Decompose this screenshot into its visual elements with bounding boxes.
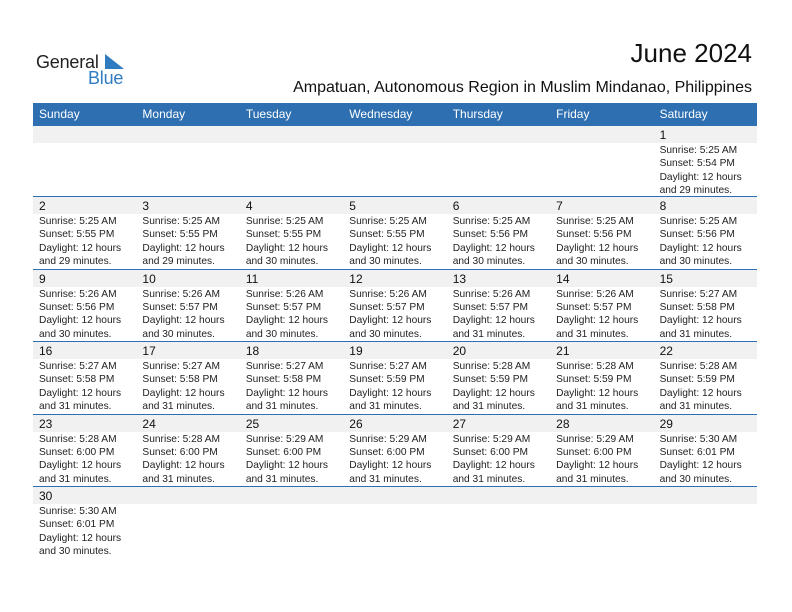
sunrise-text: Sunrise: 5:26 AM bbox=[245, 288, 324, 300]
day-cell bbox=[654, 432, 757, 487]
daylight-text: Daylight: 12 hours bbox=[142, 460, 225, 472]
day-cell bbox=[33, 504, 136, 559]
logo-triangle-icon bbox=[105, 54, 124, 69]
day-cell bbox=[240, 432, 343, 487]
calendar-week bbox=[33, 197, 757, 270]
day-cell bbox=[550, 214, 653, 269]
day-cell bbox=[550, 504, 653, 559]
minutes-text: and 31 minutes. bbox=[659, 328, 733, 340]
day-cell bbox=[240, 143, 343, 198]
sunset-text: Sunset: 5:59 PM bbox=[452, 374, 529, 386]
sunrise-text: Sunrise: 5:27 AM bbox=[659, 288, 738, 300]
day-number: 1 bbox=[659, 128, 667, 142]
daylight-text: Daylight: 12 hours bbox=[142, 387, 225, 399]
sunset-text: Sunset: 5:58 PM bbox=[39, 374, 115, 386]
sunset-text: Sunset: 6:01 PM bbox=[39, 519, 115, 531]
sunset-text: Sunset: 5:59 PM bbox=[556, 374, 632, 386]
minutes-text: and 29 minutes. bbox=[142, 256, 215, 268]
calendar-week bbox=[33, 126, 757, 197]
daylight-text: Daylight: 12 hours bbox=[245, 242, 328, 254]
day-number: 28 bbox=[556, 416, 570, 431]
minutes-text: and 31 minutes. bbox=[142, 473, 215, 485]
sunrise-text: Sunrise: 5:26 AM bbox=[349, 288, 427, 300]
weekday-wednesday: Wednesday bbox=[349, 107, 413, 121]
day-cell bbox=[447, 143, 550, 198]
minutes-text: and 30 minutes. bbox=[556, 256, 629, 268]
week-day-numbers bbox=[33, 415, 757, 432]
sunset-text: Sunset: 5:54 PM bbox=[659, 158, 735, 170]
day-cell bbox=[654, 143, 757, 198]
sunrise-text: Sunrise: 5:30 AM bbox=[39, 506, 117, 517]
sunset-text: Sunset: 6:01 PM bbox=[659, 446, 735, 458]
daylight-text: Daylight: 12 hours bbox=[659, 315, 742, 327]
sunrise-text: Sunrise: 5:28 AM bbox=[556, 361, 634, 372]
minutes-text: and 31 minutes. bbox=[556, 328, 629, 340]
day-cell bbox=[654, 504, 757, 559]
week-day-details bbox=[33, 504, 757, 559]
daylight-text: Daylight: 12 hours bbox=[452, 315, 535, 327]
daylight-text: Daylight: 12 hours bbox=[245, 387, 328, 399]
sunrise-text: Sunrise: 5:26 AM bbox=[39, 288, 117, 300]
calendar-week bbox=[33, 415, 757, 488]
day-number: 30 bbox=[39, 489, 53, 503]
daylight-text: Daylight: 12 hours bbox=[142, 315, 225, 327]
daylight-text: Daylight: 12 hours bbox=[142, 242, 225, 254]
day-number bbox=[136, 487, 239, 505]
minutes-text: and 30 minutes. bbox=[245, 328, 319, 340]
minutes-text: and 30 minutes. bbox=[142, 328, 215, 340]
day-cell bbox=[447, 432, 550, 487]
sunset-text: Sunset: 5:56 PM bbox=[39, 301, 115, 313]
sunrise-text: Sunrise: 5:27 AM bbox=[39, 361, 117, 372]
day-number: 12 bbox=[349, 271, 363, 286]
day-number: 13 bbox=[452, 271, 467, 286]
day-cell bbox=[33, 432, 136, 487]
sunset-text: Sunset: 5:56 PM bbox=[659, 229, 735, 241]
minutes-text: and 30 minutes. bbox=[39, 328, 112, 340]
minutes-text: and 31 minutes. bbox=[349, 473, 422, 485]
sunset-text: Sunset: 6:00 PM bbox=[142, 446, 218, 458]
calendar-weeks bbox=[33, 126, 757, 559]
daylight-text: Daylight: 12 hours bbox=[556, 242, 639, 254]
day-cell bbox=[33, 143, 136, 198]
day-number: 3 bbox=[142, 199, 150, 213]
day-cell bbox=[447, 214, 550, 269]
day-cell bbox=[447, 287, 550, 342]
sunrise-text: Sunrise: 5:28 AM bbox=[142, 433, 221, 445]
sunrise-text: Sunrise: 5:29 AM bbox=[349, 433, 427, 445]
sunrise-text: Sunrise: 5:27 AM bbox=[142, 361, 221, 372]
sunset-text: Sunset: 5:55 PM bbox=[349, 229, 425, 241]
day-cell bbox=[240, 287, 343, 342]
daylight-text: Daylight: 12 hours bbox=[39, 315, 122, 327]
day-number bbox=[343, 487, 446, 505]
day-cell bbox=[654, 214, 757, 269]
week-day-numbers bbox=[33, 270, 757, 287]
day-number bbox=[654, 487, 757, 505]
minutes-text: and 31 minutes. bbox=[556, 401, 629, 413]
week-day-numbers bbox=[33, 197, 757, 214]
daylight-text: Daylight: 12 hours bbox=[556, 460, 639, 472]
day-number: 2 bbox=[39, 199, 46, 213]
sunrise-text: Sunrise: 5:25 AM bbox=[39, 216, 117, 227]
minutes-text: and 30 minutes. bbox=[452, 256, 526, 268]
day-number: 6 bbox=[452, 199, 460, 213]
daylight-text: Daylight: 12 hours bbox=[349, 242, 432, 254]
day-number: 21 bbox=[556, 344, 570, 358]
sunrise-text: Sunrise: 5:28 AM bbox=[39, 433, 117, 445]
day-cell bbox=[136, 143, 239, 198]
day-number: 7 bbox=[556, 199, 563, 213]
day-cell bbox=[550, 359, 653, 414]
sunrise-text: Sunrise: 5:26 AM bbox=[556, 288, 634, 300]
day-cell bbox=[447, 504, 550, 559]
day-number: 29 bbox=[659, 416, 673, 431]
daylight-text: Daylight: 12 hours bbox=[659, 171, 742, 183]
location-subtitle: Ampatuan, Autonomous Region in Muslim Mindanao, Philippines bbox=[293, 79, 752, 96]
day-number: 26 bbox=[349, 416, 363, 431]
day-number: 27 bbox=[452, 416, 467, 431]
day-cell bbox=[343, 359, 446, 414]
day-number: 24 bbox=[142, 416, 156, 431]
daylight-text: Daylight: 12 hours bbox=[556, 315, 639, 327]
day-number bbox=[447, 126, 550, 144]
minutes-text: and 31 minutes. bbox=[556, 473, 629, 485]
day-number: 11 bbox=[245, 271, 259, 286]
sunset-text: Sunset: 5:57 PM bbox=[349, 301, 425, 313]
daylight-text: Daylight: 12 hours bbox=[39, 460, 122, 472]
day-cell bbox=[240, 359, 343, 414]
sunrise-text: Sunrise: 5:26 AM bbox=[452, 288, 531, 300]
minutes-text: and 30 minutes. bbox=[349, 328, 422, 340]
day-number bbox=[550, 126, 653, 144]
daylight-text: Daylight: 12 hours bbox=[349, 460, 432, 472]
calendar-week bbox=[33, 487, 757, 559]
day-cell bbox=[33, 214, 136, 269]
day-cell bbox=[343, 214, 446, 269]
week-day-details bbox=[33, 214, 757, 269]
calendar bbox=[33, 103, 757, 559]
logo-word-blue: Blue bbox=[88, 68, 124, 88]
sunset-text: Sunset: 6:00 PM bbox=[39, 446, 115, 458]
daylight-text: Daylight: 12 hours bbox=[39, 387, 122, 399]
minutes-text: and 31 minutes. bbox=[659, 401, 733, 413]
sunrise-text: Sunrise: 5:29 AM bbox=[556, 433, 634, 445]
sunrise-text: Sunrise: 5:29 AM bbox=[245, 433, 324, 445]
minutes-text: and 31 minutes. bbox=[39, 473, 112, 485]
sunrise-text: Sunrise: 5:27 AM bbox=[245, 361, 324, 372]
day-cell bbox=[343, 504, 446, 559]
minutes-text: and 31 minutes. bbox=[452, 401, 526, 413]
day-number: 14 bbox=[556, 271, 570, 286]
minutes-text: and 31 minutes. bbox=[142, 401, 215, 413]
sunrise-text: Sunrise: 5:27 AM bbox=[349, 361, 427, 372]
sunset-text: Sunset: 6:00 PM bbox=[349, 446, 425, 458]
day-number: 18 bbox=[245, 344, 260, 358]
sunset-text: Sunset: 5:57 PM bbox=[245, 301, 322, 313]
daylight-text: Daylight: 12 hours bbox=[659, 242, 742, 254]
day-cell bbox=[136, 432, 239, 487]
sunset-text: Sunset: 5:56 PM bbox=[556, 229, 632, 241]
minutes-text: and 31 minutes. bbox=[349, 401, 422, 413]
day-cell bbox=[136, 359, 239, 414]
weekday-sunday: Sunday bbox=[39, 107, 80, 121]
sunrise-text: Sunrise: 5:25 AM bbox=[659, 145, 738, 156]
minutes-text: and 31 minutes. bbox=[452, 473, 526, 485]
sunrise-text: Sunrise: 5:25 AM bbox=[659, 216, 738, 227]
day-number: 23 bbox=[39, 416, 53, 431]
minutes-text: and 31 minutes. bbox=[245, 473, 319, 485]
day-cell bbox=[136, 287, 239, 342]
sunset-text: Sunset: 5:58 PM bbox=[659, 301, 735, 313]
day-cell bbox=[33, 287, 136, 342]
weekday-thursday: Thursday bbox=[452, 107, 503, 121]
sunset-text: Sunset: 5:58 PM bbox=[245, 374, 322, 386]
day-number bbox=[240, 487, 343, 505]
daylight-text: Daylight: 12 hours bbox=[39, 242, 122, 254]
sunset-text: Sunset: 6:00 PM bbox=[556, 446, 632, 458]
calendar-week bbox=[33, 270, 757, 343]
minutes-text: and 30 minutes. bbox=[39, 546, 112, 558]
week-day-details bbox=[33, 143, 757, 198]
minutes-text: and 30 minutes. bbox=[659, 473, 733, 485]
minutes-text: and 30 minutes. bbox=[349, 256, 422, 268]
sunrise-text: Sunrise: 5:28 AM bbox=[452, 361, 531, 372]
sunset-text: Sunset: 6:00 PM bbox=[452, 446, 529, 458]
day-number bbox=[33, 126, 136, 144]
day-number: 4 bbox=[245, 199, 253, 213]
minutes-text: and 29 minutes. bbox=[659, 185, 733, 197]
day-cell bbox=[240, 504, 343, 559]
day-cell bbox=[343, 143, 446, 198]
week-day-details bbox=[33, 287, 757, 342]
daylight-text: Daylight: 12 hours bbox=[245, 315, 328, 327]
day-cell bbox=[343, 287, 446, 342]
weekday-saturday: Saturday bbox=[659, 107, 708, 121]
daylight-text: Daylight: 12 hours bbox=[245, 460, 328, 472]
weekday-header bbox=[33, 103, 757, 126]
sunrise-text: Sunrise: 5:25 AM bbox=[452, 216, 531, 227]
day-number bbox=[447, 487, 550, 505]
daylight-text: Daylight: 12 hours bbox=[659, 460, 742, 472]
day-cell bbox=[654, 287, 757, 342]
daylight-text: Daylight: 12 hours bbox=[452, 242, 535, 254]
page-title: June 2024 bbox=[630, 38, 752, 68]
sunset-text: Sunset: 5:59 PM bbox=[349, 374, 425, 386]
day-cell bbox=[447, 359, 550, 414]
sunrise-text: Sunrise: 5:25 AM bbox=[349, 216, 427, 227]
minutes-text: and 31 minutes. bbox=[452, 328, 526, 340]
day-number: 19 bbox=[349, 344, 363, 358]
sunrise-text: Sunrise: 5:25 AM bbox=[556, 216, 634, 227]
sunset-text: Sunset: 5:57 PM bbox=[452, 301, 529, 313]
minutes-text: and 30 minutes. bbox=[245, 256, 319, 268]
sunset-text: Sunset: 5:55 PM bbox=[142, 229, 218, 241]
day-number: 17 bbox=[142, 344, 156, 358]
sunset-text: Sunset: 5:57 PM bbox=[142, 301, 218, 313]
sunset-text: Sunset: 6:00 PM bbox=[245, 446, 322, 458]
minutes-text: and 31 minutes. bbox=[245, 401, 319, 413]
week-day-numbers bbox=[33, 487, 757, 504]
week-day-details bbox=[33, 432, 757, 487]
sunset-text: Sunset: 5:55 PM bbox=[245, 229, 322, 241]
sunset-text: Sunset: 5:59 PM bbox=[659, 374, 735, 386]
minutes-text: and 29 minutes. bbox=[39, 256, 112, 268]
daylight-text: Daylight: 12 hours bbox=[39, 532, 122, 544]
daylight-text: Daylight: 12 hours bbox=[349, 387, 432, 399]
calendar-week bbox=[33, 342, 757, 415]
day-number: 20 bbox=[452, 344, 467, 358]
day-cell bbox=[550, 432, 653, 487]
day-number: 15 bbox=[659, 271, 673, 286]
day-number: 9 bbox=[39, 271, 46, 286]
day-cell bbox=[550, 287, 653, 342]
minutes-text: and 31 minutes. bbox=[39, 401, 112, 413]
sunset-text: Sunset: 5:58 PM bbox=[142, 374, 218, 386]
sunrise-text: Sunrise: 5:25 AM bbox=[142, 216, 221, 227]
weekday-friday: Friday bbox=[556, 107, 590, 121]
day-number bbox=[550, 487, 653, 505]
sunrise-text: Sunrise: 5:26 AM bbox=[142, 288, 221, 300]
day-cell bbox=[33, 359, 136, 414]
daylight-text: Daylight: 12 hours bbox=[659, 387, 742, 399]
weekday-tuesday: Tuesday bbox=[245, 107, 292, 121]
day-cell bbox=[654, 359, 757, 414]
day-number: 16 bbox=[39, 344, 53, 358]
day-cell bbox=[136, 214, 239, 269]
daylight-text: Daylight: 12 hours bbox=[452, 387, 535, 399]
sunrise-text: Sunrise: 5:30 AM bbox=[659, 433, 738, 445]
day-cell bbox=[240, 214, 343, 269]
week-day-numbers bbox=[33, 126, 757, 143]
logo-word-general: General bbox=[36, 52, 99, 72]
day-number: 5 bbox=[349, 199, 356, 213]
sunset-text: Sunset: 5:55 PM bbox=[39, 229, 115, 241]
minutes-text: and 30 minutes. bbox=[659, 256, 733, 268]
day-number bbox=[240, 126, 343, 144]
daylight-text: Daylight: 12 hours bbox=[349, 315, 432, 327]
weekday-monday: Monday bbox=[142, 107, 186, 121]
day-number bbox=[136, 126, 239, 144]
logo bbox=[36, 52, 136, 88]
week-day-numbers bbox=[33, 342, 757, 359]
sunset-text: Sunset: 5:57 PM bbox=[556, 301, 632, 313]
sunset-text: Sunset: 5:56 PM bbox=[452, 229, 529, 241]
day-number: 8 bbox=[659, 199, 667, 213]
day-cell bbox=[136, 504, 239, 559]
day-number bbox=[343, 126, 446, 144]
day-number: 22 bbox=[659, 344, 673, 358]
sunrise-text: Sunrise: 5:29 AM bbox=[452, 433, 531, 445]
day-number: 25 bbox=[245, 416, 260, 431]
sunrise-text: Sunrise: 5:25 AM bbox=[245, 216, 324, 227]
week-day-details bbox=[33, 359, 757, 414]
daylight-text: Daylight: 12 hours bbox=[452, 460, 535, 472]
sunrise-text: Sunrise: 5:28 AM bbox=[659, 361, 738, 372]
day-number: 10 bbox=[142, 271, 156, 286]
day-cell bbox=[550, 143, 653, 198]
daylight-text: Daylight: 12 hours bbox=[556, 387, 639, 399]
day-cell bbox=[343, 432, 446, 487]
